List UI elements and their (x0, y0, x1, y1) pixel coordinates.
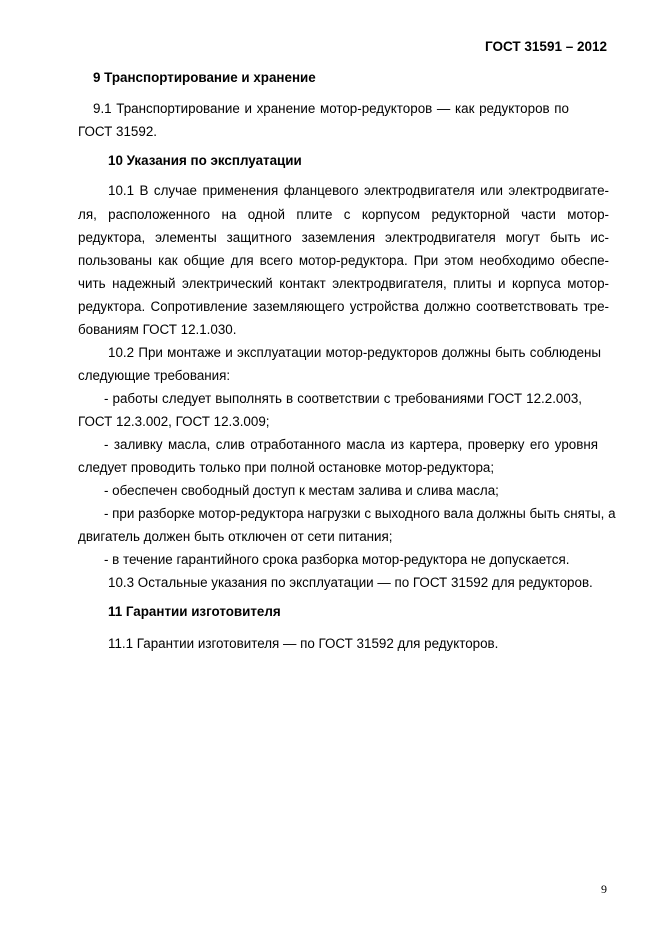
section-10-1-line-2: ля, расположенного на одной плите с корпусом редукторной части мотор- (78, 207, 609, 222)
section-10-1-line-4: пользованы как общие для всего мотор-редуктора. При этом необходимо обеспе- (78, 253, 609, 268)
list-item-4-line-1: - при разборке мотор-редуктора нагрузки с выходного вала должны быть сняты, а (104, 506, 616, 521)
section-10-title: 10 Указания по эксплуатации (108, 153, 302, 168)
section-10-2-line-1: 10.2 При монтаже и эксплуатации мотор-редукторов должны быть соблюдены (108, 345, 601, 360)
list-item-5: - в течение гарантийного срока разборка мотор-редуктора не допускается. (104, 552, 570, 567)
section-9-1-line-2: ГОСТ 31592. (78, 124, 157, 139)
section-9-title: 9 Транспортирование и хранение (93, 70, 316, 85)
section-10-1-line-7: бованиям ГОСТ 12.1.030. (78, 322, 237, 337)
list-item-4-line-2: двигатель должен быть отключен от сети питания; (78, 529, 393, 544)
list-item-3: - обеспечен свободный доступ к местам залива и слива масла; (104, 483, 499, 498)
section-11-title: 11 Гарантии изготовителя (108, 604, 281, 619)
section-10-2-line-2: следующие требования: (78, 368, 231, 383)
section-10-1-line-5: чить надежный электрический контакт электродвигателя, плиты и корпуса мотор- (78, 276, 609, 291)
list-item-1-line-2: ГОСТ 12.3.002, ГОСТ 12.3.009; (78, 414, 270, 429)
document-header: ГОСТ 31591 – 2012 (485, 39, 607, 54)
list-item-2-line-1: - заливку масла, слив отработанного масла из картера, проверку его уровня (104, 437, 598, 452)
section-10-3: 10.3 Остальные указания по эксплуатации — по ГОСТ 31592 для редукторов. (108, 575, 593, 590)
section-9-1-line-1: 9.1 Транспортирование и хранение мотор-редукторов — как редукторов по (93, 101, 569, 116)
page-number: 9 (601, 882, 607, 896)
section-10-1-line-3: редуктора, элементы защитного заземления электродвигателя могут быть ис- (78, 230, 609, 245)
section-10-1-line-1: 10.1 В случае применения фланцевого электродвигателя или электродвигате- (108, 183, 609, 198)
list-item-1-line-1: - работы следует выполнять в соответствии с требованиями ГОСТ 12.2.003, (104, 391, 582, 406)
list-item-2-line-2: следует проводить только при полной остановке мотор-редуктора; (78, 460, 495, 475)
section-11-1: 11.1 Гарантии изготовителя — по ГОСТ 31592 для редукторов. (108, 636, 499, 651)
section-10-1-line-6: редуктора. Сопротивление заземляющего устройства должно соответствовать тре- (78, 299, 609, 314)
